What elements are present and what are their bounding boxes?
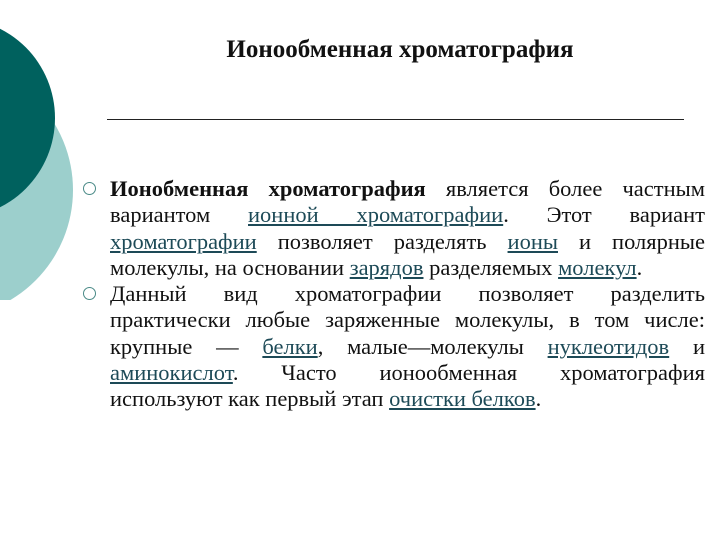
title-divider (107, 119, 684, 120)
bullet-text: и (669, 333, 705, 359)
bold-term: Ионобменная хроматография (110, 176, 426, 201)
bullet-text: , малые—молекулы (317, 333, 548, 359)
bullet-text: . Этот вариант (503, 202, 706, 228)
link-amino-acids[interactable]: аминокислот (110, 360, 233, 386)
decorative-circles (0, 0, 120, 300)
link-protein-purification[interactable]: очистки белков (389, 386, 536, 412)
bullet-item (110, 281, 705, 412)
bullet-text: Данный вид хроматографии позволяет разделить практически любые заряженные молекулы, в том числе: крупные — (110, 281, 705, 359)
link-nucleotides[interactable]: нуклеотидов (547, 333, 670, 359)
bullet-text: . (535, 386, 542, 412)
bullet-text: разделяемых (423, 254, 559, 280)
slide-title: Ионообменная хроматография (226, 36, 574, 63)
bullet-text: позволяет разделять (256, 228, 508, 254)
bullet-item (110, 176, 705, 281)
bullet-text: . Часто ионообменная хроматография используют как первый этап (110, 360, 705, 412)
circle-bullet-icon (83, 182, 96, 195)
slide-body (110, 176, 705, 413)
bullet-text: и полярные молекулы, на основании (110, 228, 705, 280)
link-proteins[interactable]: белки (262, 333, 318, 359)
link-ions[interactable]: ионы (507, 228, 558, 254)
link-ion-chromatography[interactable]: ионной хроматографии (248, 202, 504, 228)
bullet-text: является более частным вариантом (110, 176, 706, 228)
bullet-text: . (636, 254, 643, 280)
link-chromatography[interactable]: хроматографии (110, 228, 257, 254)
link-molecules[interactable]: молекул (558, 254, 637, 280)
link-charges[interactable]: зарядов (349, 254, 424, 280)
